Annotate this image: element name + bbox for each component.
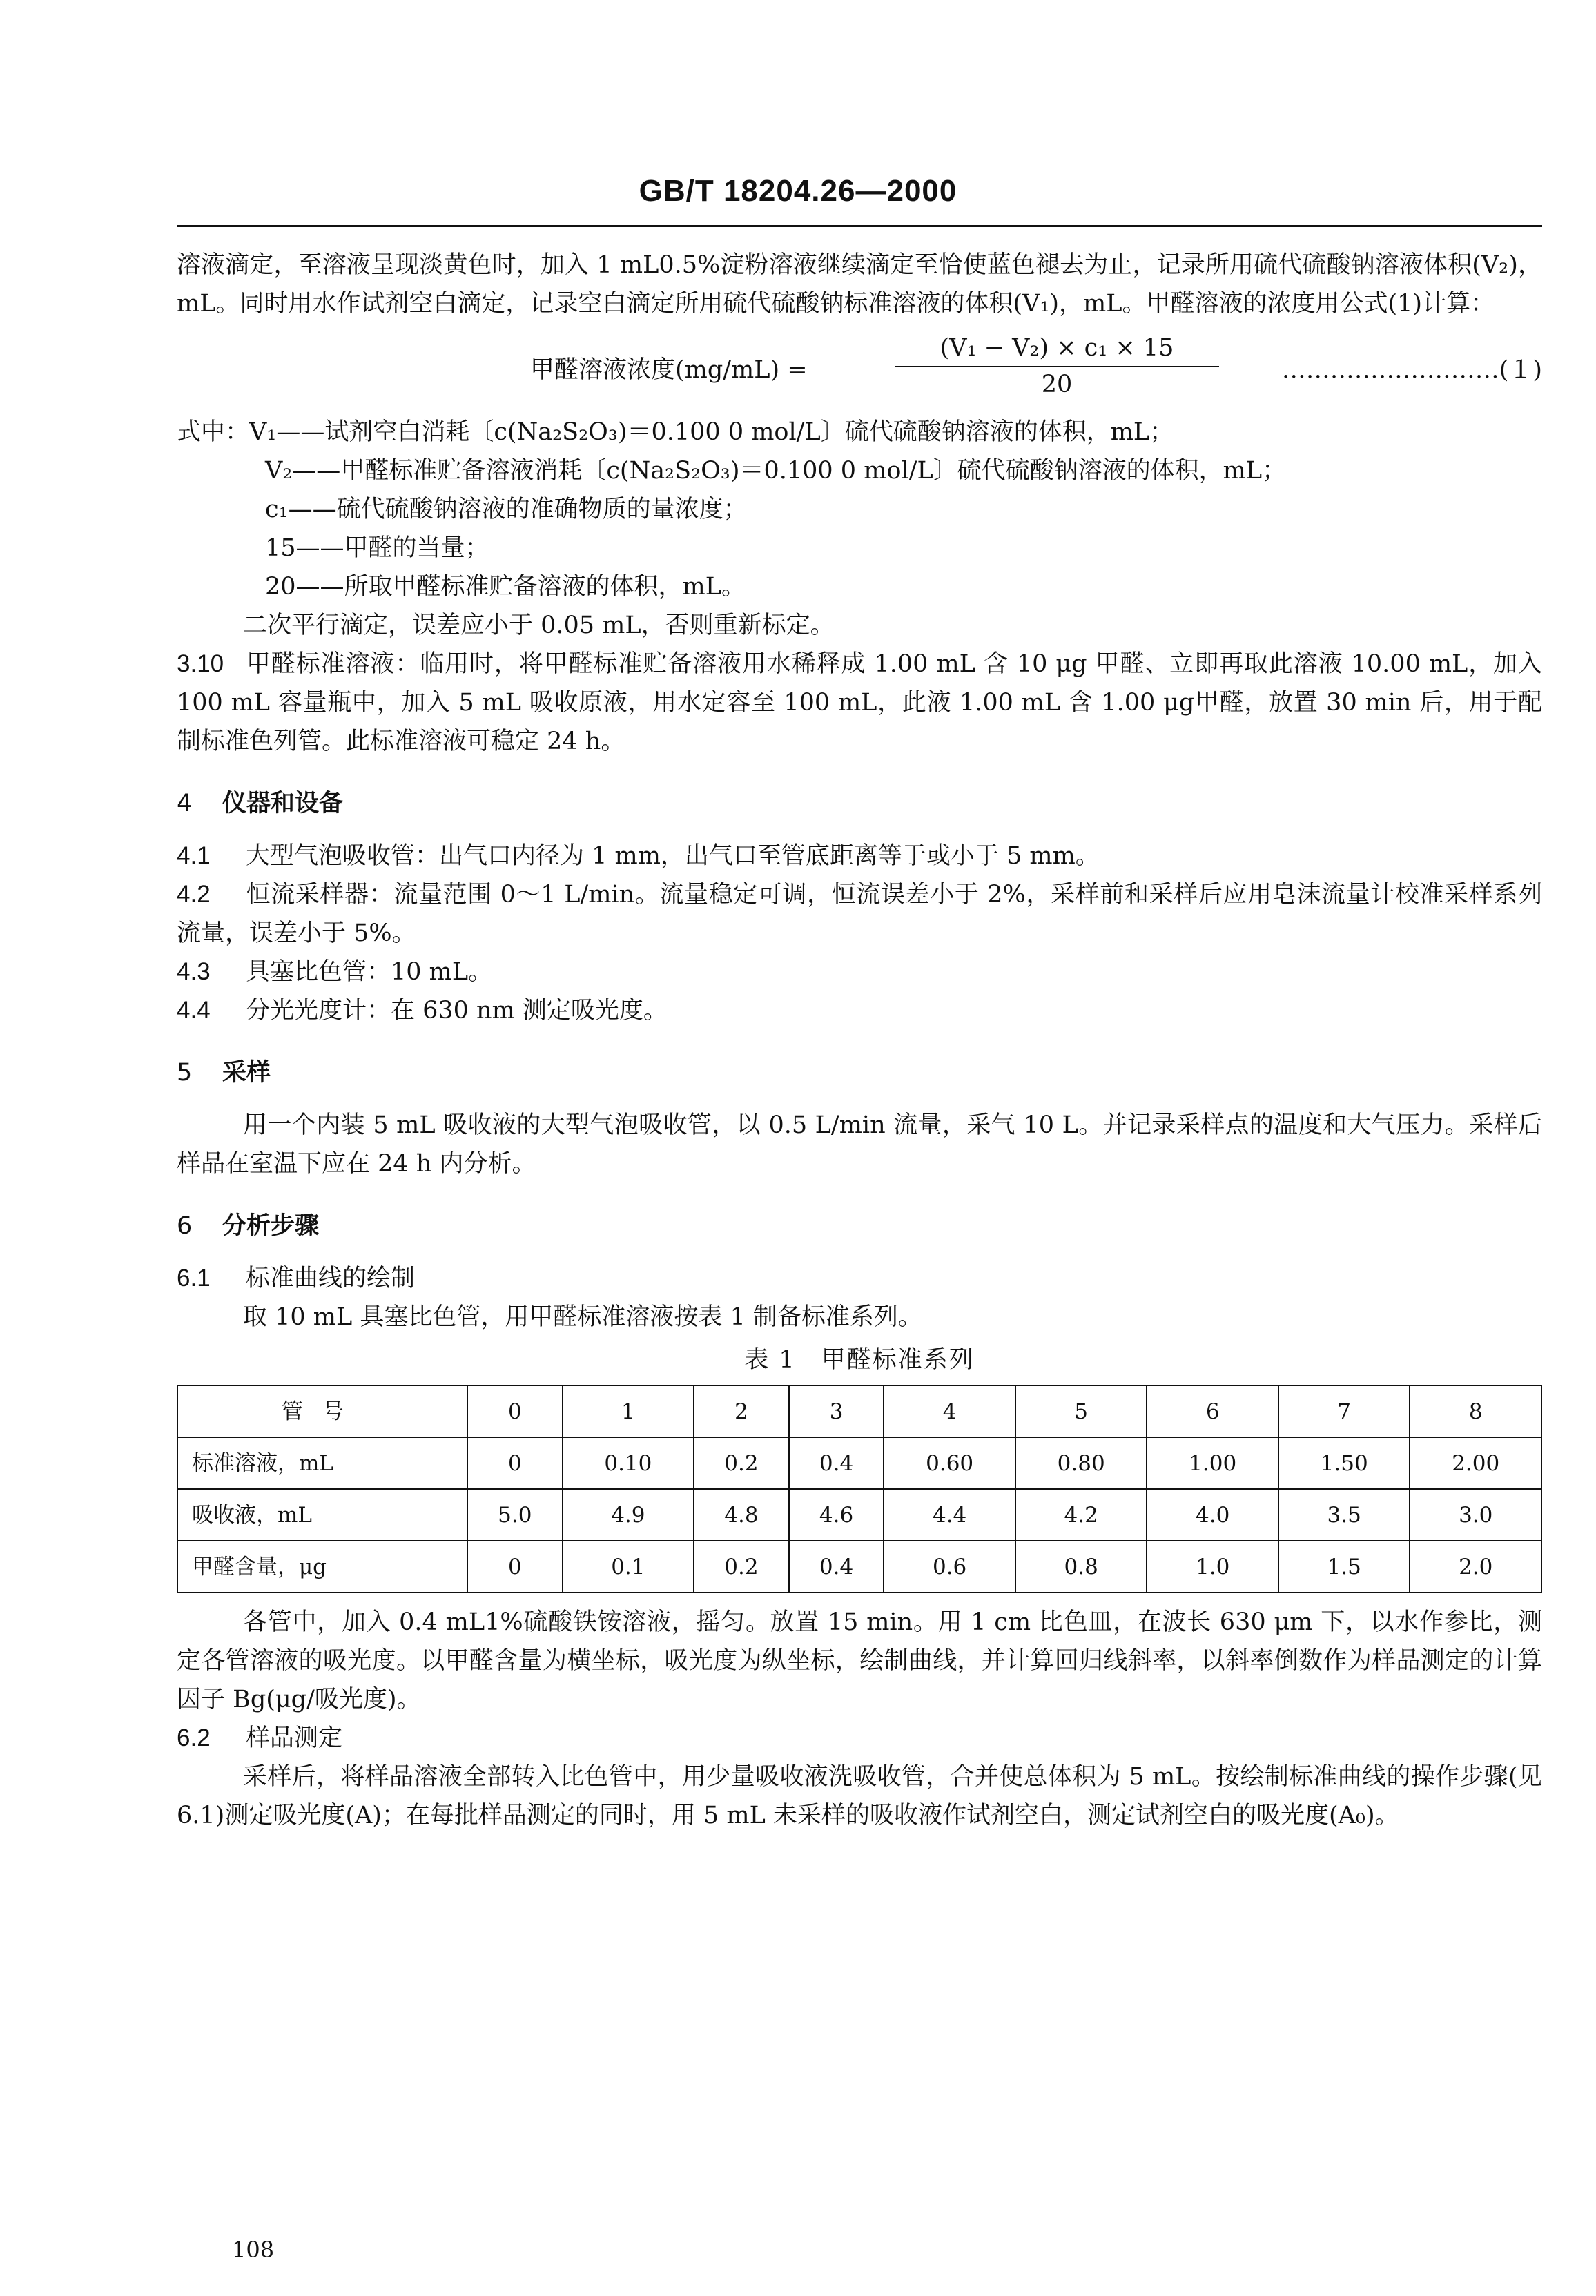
table-header-label: 管号 xyxy=(177,1385,467,1437)
formula-left-side: 甲醛溶液浓度(mg/mL) = xyxy=(530,356,808,384)
table-cell: 0.10 xyxy=(563,1437,694,1489)
table-cell: 0.80 xyxy=(1015,1437,1147,1489)
table-cell: 5.0 xyxy=(467,1489,563,1541)
definition-row: 式中：V₁——试剂空白消耗〔c(Na₂S₂O₃)＝0.100 0 mol/L〕硫代硫酸钠溶液的体积，mL； xyxy=(177,418,1174,446)
table-header-row xyxy=(177,1385,1541,1437)
formula-fraction xyxy=(895,330,1219,402)
table-cell: 4.6 xyxy=(789,1489,884,1541)
table-cell: 0.60 xyxy=(884,1437,1015,1489)
clause-4-2: 4.2 恒流采样器：流量范围 0～1 L/min。流量稳定可调，恒流误差小于 2%，采样前和采样后应用皂沫流量计校准采样系列流量，误差小于 5%。 xyxy=(177,881,1542,947)
table-cell: 4.8 xyxy=(694,1489,789,1541)
row-label: 标准溶液，mL xyxy=(177,1437,467,1489)
table-cell: 4.2 xyxy=(1015,1489,1147,1541)
continuation-paragraph: 溶液滴定，至溶液呈现淡黄色时，加入 1 mL0.5%淀粉溶液继续滴定至恰使蓝色褪去为止，记录所用硫代硫酸钠溶液体积(V₂)，mL。同时用水作试剂空白滴定，记录空白滴定所用硫代硫酸钠标准溶液的体积(V₁)，mL。甲醛溶液的浓度用公式(1)计算： xyxy=(177,251,1542,318)
table-row xyxy=(177,1489,1541,1541)
table-cell: 3.5 xyxy=(1278,1489,1410,1541)
tube-number: 3 xyxy=(789,1385,884,1437)
tube-number: 1 xyxy=(563,1385,694,1437)
definition-row: c₁——硫代硫酸钠溶液的准确物质的量浓度； xyxy=(265,496,748,523)
table-cell: 1.00 xyxy=(1147,1437,1278,1489)
clause-6-1-text: 取 10 mL 具塞比色管，用甲醛标准溶液按表 1 制备标准系列。 xyxy=(243,1303,922,1331)
clause-6-1-heading: 6.1 标准曲线的绘制 xyxy=(177,1265,416,1292)
document-body xyxy=(177,246,1542,1835)
definition-row: 20——所取甲醛标准贮备溶液的体积，mL。 xyxy=(265,573,746,601)
tube-number: 6 xyxy=(1147,1385,1278,1437)
header-rule xyxy=(177,225,1542,227)
clause-3-10 xyxy=(177,645,1542,761)
table-row xyxy=(177,1437,1541,1489)
formula-number: ………………………(１) xyxy=(1281,356,1542,384)
table-cell: 2.00 xyxy=(1410,1437,1541,1489)
symbol-definitions xyxy=(177,413,1542,645)
table-cell: 0.4 xyxy=(789,1541,884,1593)
formula-numerator: (V₁ − V₂) × c₁ × 15 xyxy=(895,330,1219,367)
table-cell: 4.4 xyxy=(884,1489,1015,1541)
clause-4-3: 4.3 具塞比色管：10 mL。 xyxy=(177,958,493,986)
table-1-formaldehyde-standards xyxy=(177,1385,1542,1593)
clause-4-1: 4.1 大型气泡吸收管：出气口内径为 1 mm，出气口至管底距离等于或小于 5 mm。 xyxy=(177,842,1100,870)
table-cell: 1.50 xyxy=(1278,1437,1410,1489)
tube-number: 8 xyxy=(1410,1385,1541,1437)
table-cell: 0.6 xyxy=(884,1541,1015,1593)
table-cell: 0 xyxy=(467,1437,563,1489)
tube-number: 0 xyxy=(467,1385,563,1437)
clause-6-2-heading: 6.2 样品测定 xyxy=(177,1724,343,1752)
page-number: 108 xyxy=(232,2237,275,2263)
table-cell: 0.2 xyxy=(694,1541,789,1593)
row-label: 吸收液，mL xyxy=(177,1489,467,1541)
standard-number-header: GB/T 18204.26—2000 xyxy=(639,174,957,208)
tube-number: 2 xyxy=(694,1385,789,1437)
section-4-heading: 4 仪器和设备 xyxy=(177,790,344,817)
table-cell: 4.0 xyxy=(1147,1489,1278,1541)
clause-6-2-text: 采样后，将样品溶液全部转入比色管中，用少量吸收液洗吸收管，合并使总体积为 5 mL。按绘制标准曲线的操作步骤(见 6.1)测定吸光度(A)；在每批样品测定的同时，用 5 mL 未采样的吸收液作试剂空白，测定试剂空白的吸光度(A₀)。 xyxy=(177,1763,1542,1829)
definition-row: V₂——甲醛标准贮备溶液消耗〔c(Na₂S₂O₃)＝0.100 0 mol/L〕硫代硫酸钠溶液的体积，mL； xyxy=(265,457,1287,485)
sampling-paragraph: 用一个内装 5 mL 吸收液的大型气泡吸收管，以 0.5 L/min 流量，采气 10 L。并记录采样点的温度和大气压力。采样后样品在室温下应在 24 h 内分析。 xyxy=(177,1111,1542,1178)
table-cell: 1.5 xyxy=(1278,1541,1410,1593)
formula-denominator: 20 xyxy=(1041,371,1073,398)
tube-number: 7 xyxy=(1278,1385,1410,1437)
after-table-paragraph: 各管中，加入 0.4 mL1%硫酸铁铵溶液，摇匀。放置 15 min。用 1 cm 比色皿，在波长 630 μm 下，以水作参比，测定各管溶液的吸光度。以甲醛含量为横坐标，吸光度为纵坐标，绘制曲线，并计算回归线斜率，以斜率倒数作为样品测定的计算因子 Bg(μg/吸光度)。 xyxy=(177,1608,1542,1713)
table-cell: 0 xyxy=(467,1541,563,1593)
table-cell: 3.0 xyxy=(1410,1489,1541,1541)
table-cell: 0.2 xyxy=(694,1437,789,1489)
table-row xyxy=(177,1541,1541,1593)
section-5-heading: 5 采样 xyxy=(177,1059,271,1087)
clause-number: 3.10 xyxy=(177,650,224,677)
table-cell: 0.1 xyxy=(563,1541,694,1593)
table-cell: 4.9 xyxy=(563,1489,694,1541)
tube-number: 4 xyxy=(884,1385,1015,1437)
table-cell: 1.0 xyxy=(1147,1541,1278,1593)
clause-4-4: 4.4 分光光度计：在 630 nm 测定吸光度。 xyxy=(177,997,668,1024)
clause-text: 甲醛标准溶液：临用时，将甲醛标准贮备溶液用水稀释成 1.00 mL 含 10 μg 甲醛、立即再取此溶液 10.00 mL，加入 100 mL 容量瓶中，加入 5 mL 吸收原液，用水定容至 100 mL，此液 1.00 mL 含 1.00 μg甲醛，放置 30 min 后，用于配制标准色列管。此标准溶液可稳定 24 h。 xyxy=(177,650,1542,755)
table-cell: 0.8 xyxy=(1015,1541,1147,1593)
table-1-caption: 表 1 甲醛标准系列 xyxy=(744,1346,975,1374)
table-cell: 0.4 xyxy=(789,1437,884,1489)
row-label: 甲醛含量，μg xyxy=(177,1541,467,1593)
definition-row: 15——甲醛的当量； xyxy=(265,534,489,562)
table-cell: 2.0 xyxy=(1410,1541,1541,1593)
section-6-heading: 6 分析步骤 xyxy=(177,1212,320,1240)
formula-1 xyxy=(177,330,1542,406)
parallel-titration-note: 二次平行滴定，误差应小于 0.05 mL，否则重新标定。 xyxy=(243,612,835,639)
tube-number: 5 xyxy=(1015,1385,1147,1437)
